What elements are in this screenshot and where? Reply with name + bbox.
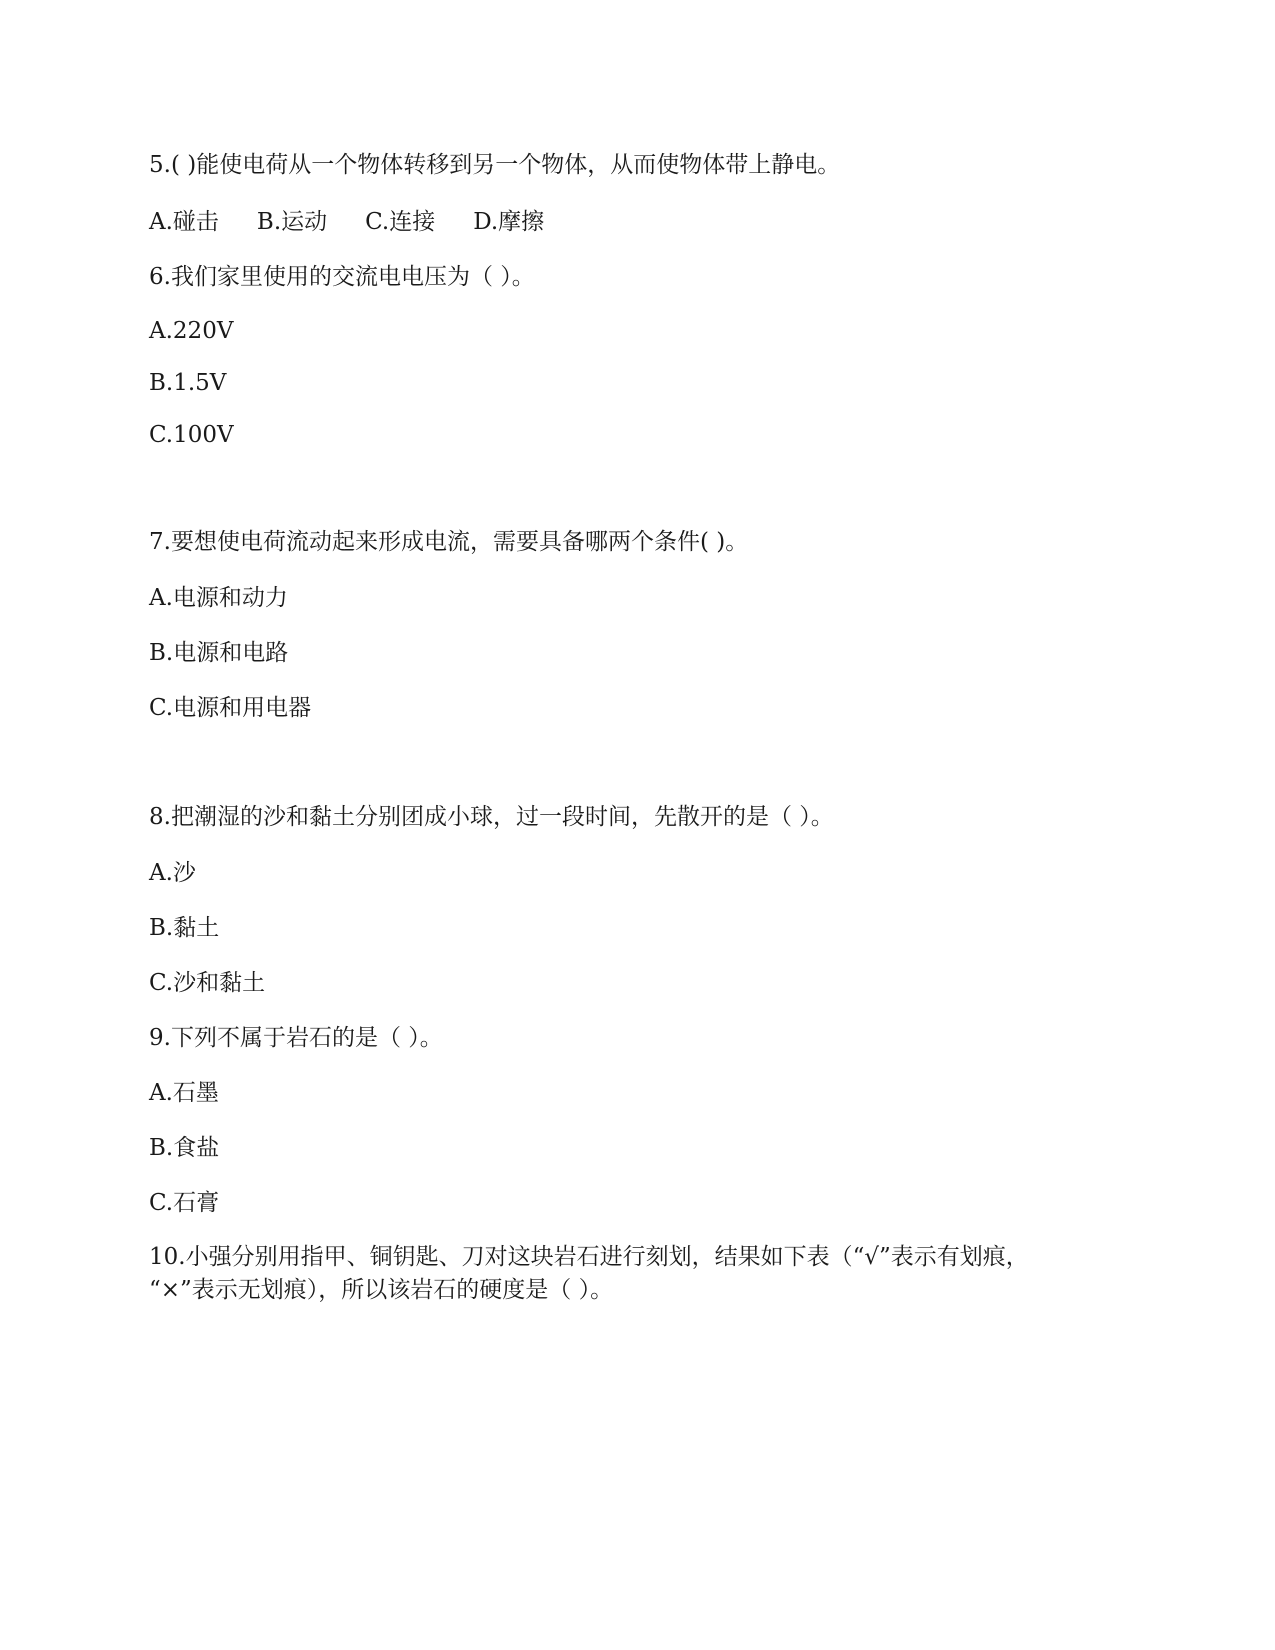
question-9-option-a: A.石墨 <box>149 1080 219 1106</box>
question-5-stem: 5.( )能使电荷从一个物体转移到另一个物体，从而使物体带上静电。 <box>149 152 841 178</box>
question-5-option-c: C.连接 <box>365 209 436 235</box>
question-5-option-a: A.碰击 <box>149 209 219 235</box>
question-10-stem-line2: “×”表示无划痕），所以该岩石的硬度是（ ）。 <box>149 1277 614 1303</box>
question-5-options <box>149 207 544 237</box>
question-10-stem-line1: 10.小强分别用指甲、铜钥匙、刀对这块岩石进行刻划，结果如下表（“√”表示有划痕， <box>149 1244 1029 1270</box>
question-8-stem: 8.把潮湿的沙和黏土分别团成小球，过一段时间，先散开的是（ ）。 <box>149 804 834 830</box>
question-5-option-b: B.运动 <box>256 209 328 235</box>
question-9-stem: 9.下列不属于岩石的是（ ）。 <box>149 1025 443 1051</box>
question-7-option-c: C.电源和用电器 <box>149 695 312 721</box>
question-9-option-b: B.食盐 <box>149 1135 220 1161</box>
question-7-option-a: A.电源和动力 <box>149 585 288 611</box>
question-7-stem: 7.要想使电荷流动起来形成电流，需要具备哪两个条件( )。 <box>149 529 749 555</box>
question-5-option-d: D.摩擦 <box>473 209 545 235</box>
question-6-option-a: A.220V <box>149 318 234 344</box>
question-8-option-b: B.黏土 <box>149 915 220 941</box>
question-9-option-c: C.石膏 <box>149 1190 220 1216</box>
question-6-stem: 6.我们家里使用的交流电电压为（ ）。 <box>149 264 535 290</box>
question-6-option-c: C.100V <box>149 422 234 448</box>
question-8-option-a: A.沙 <box>149 860 196 886</box>
question-8-option-c: C.沙和黏土 <box>149 970 266 996</box>
question-6-option-b: B.1.5V <box>149 370 227 396</box>
question-7-option-b: B.电源和电路 <box>149 640 289 666</box>
